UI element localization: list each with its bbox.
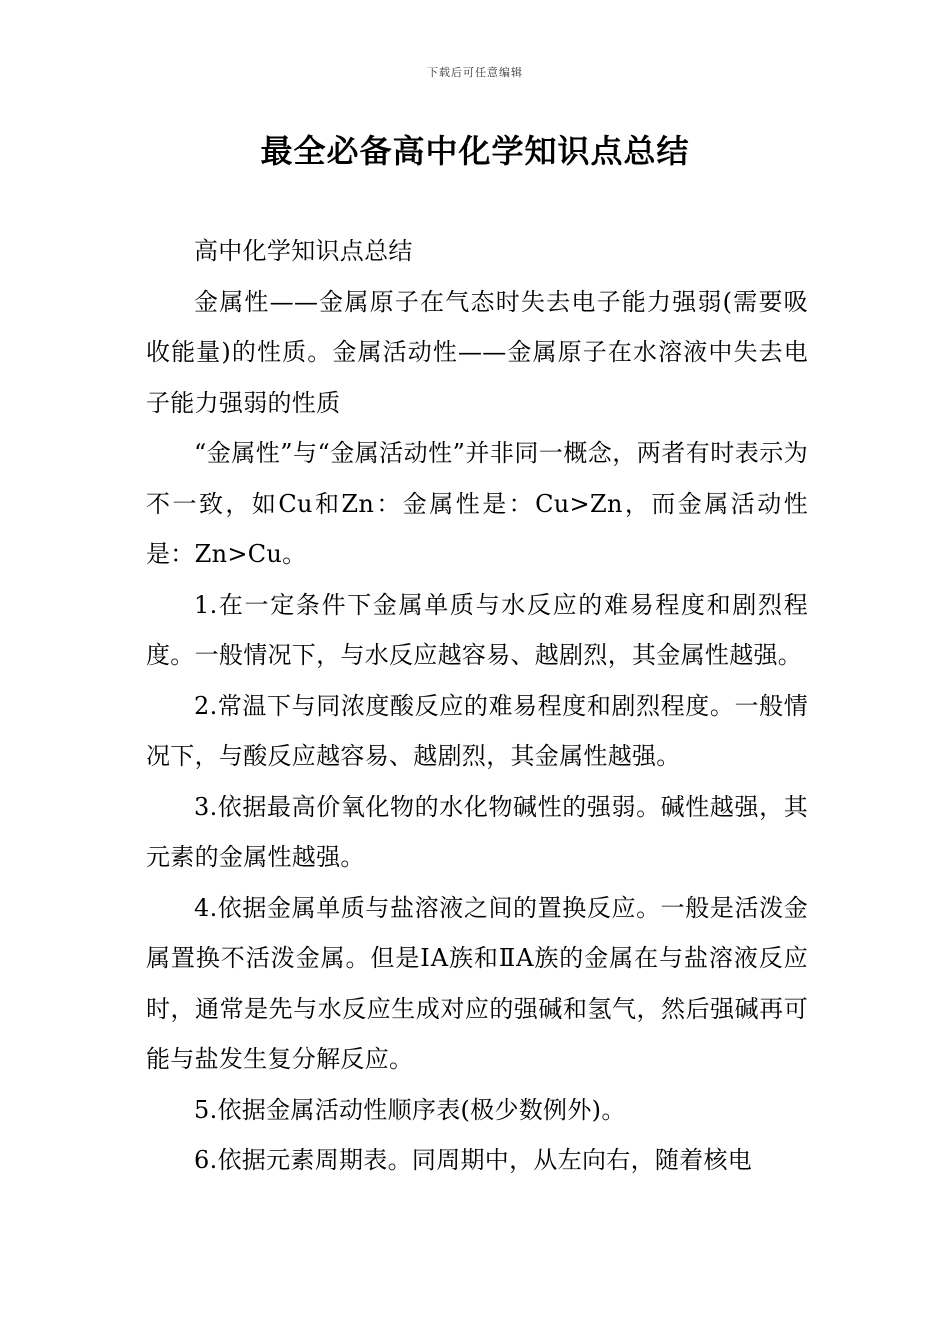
paragraph-item-6: 6.依据元素周期表。同周期中，从左向右，随着核电	[194, 1146, 753, 1174]
paragraph-subtitle: 高中化学知识点总结	[194, 237, 413, 265]
paragraph-item-5: 5.依据金属活动性顺序表(极少数例外)。	[194, 1095, 626, 1124]
paragraph-item-4: 4.依据金属单质与盐溶液之间的置换反应。一般是活泼金属置换不活泼金属。但是ⅠA族和ⅡA族的金属在与盐溶液反应时，通常是先与水反应生成对应的强碱和氢气，然后强碱再可能与盐发生复分解反应。	[146, 893, 808, 1073]
header-note: 下载后可任意编辑	[427, 66, 523, 79]
document-body	[146, 226, 808, 1186]
paragraph-item-1: 1.在一定条件下金属单质与水反应的难易程度和剧烈程度。一般情况下，与水反应越容易、越剧烈，其金属性越强。	[146, 590, 808, 669]
paragraph-concept-distinction: “金属性”与“金属活动性”并非同一概念，两者有时表示为不一致，如Cu和Zn：金属性是：Cu>Zn，而金属活动性是：Zn>Cu。	[146, 439, 808, 568]
paragraph-metal-property-definition: 金属性——金属原子在气态时失去电子能力强弱(需要吸收能量)的性质。金属活动性——金属原子在水溶液中失去电子能力强弱的性质	[146, 287, 808, 417]
paragraph-item-3: 3.依据最高价氧化物的水化物碱性的强弱。碱性越强，其元素的金属性越强。	[146, 792, 808, 871]
document-title: 最全必备高中化学知识点总结	[260, 132, 690, 170]
paragraph-item-2: 2.常温下与同浓度酸反应的难易程度和剧烈程度。一般情况下，与酸反应越容易、越剧烈，其金属性越强。	[146, 691, 808, 770]
